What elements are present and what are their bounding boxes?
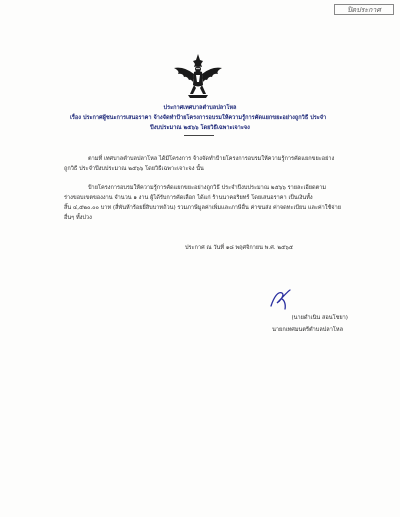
- body-paragraph-line: ตามที่ เทศบาลตำบลปลาโหล ได้มีโครงการ จ้างจัดทำป้ายโครงการอบรมให้ความรู้การคัดแยกขยะอย่าง: [88, 156, 335, 162]
- organization-title: ประกาศเทศบาลตำบลปลาโหล: [163, 105, 237, 111]
- signer-name: (นายดำเนิน สอนโชยา): [291, 315, 348, 321]
- body-paragraph-line: ป้ายโครงการอบรมให้ความรู้การคัดแยกขยะอย่างถูกวิธี ประจำปีงบประมาณ ๒๕๖๖ รายละเอียดตาม: [88, 185, 327, 191]
- body-paragraph-line: สิ้น ๔,๕๒๐.๐๐ บาท (สี่พันห้าร้อยยี่สิบบาทถ้วน) รวมภาษีมูลค่าเพิ่มและภาษีอื่น ค่าขนส่ง ค่าจดทะเบียน และค่าใช้จ่าย: [64, 205, 341, 211]
- body-paragraph-line: ถูกวิธี ประจำปีงบประมาณ ๒๕๖๖ โดยวิธีเฉพาะเจาะจง นั้น: [64, 166, 204, 172]
- body-paragraph-line: ร่างขอบเขตของงาน จำนวน ๑ งาน ผู้ได้รับการคัดเลือก ได้แก่ ร้านนาคอริยทร์ โดยเสนอราคา เป็นเงินทั้ง: [64, 195, 313, 201]
- subject-line-1: เรื่อง ประกาศผู้ชนะการเสนอราคา จ้างจัดทำป้ายโครงการอบรมให้ความรู้การคัดแยกขยะอย่างถูกวิธี ประจำ: [70, 115, 327, 121]
- body-paragraph-line: อื่นๆ ทั้งปวง: [64, 215, 92, 221]
- corner-stamp-note: ปิดประกาศ: [334, 4, 394, 15]
- announcement-date: ประกาศ ณ วันที่ ๑๘ พฤศจิกายน พ.ศ. ๒๕๖๕: [185, 245, 294, 251]
- garuda-emblem-icon: [170, 52, 226, 102]
- handwritten-signature: [268, 287, 294, 311]
- title-divider: [184, 135, 214, 136]
- subject-line-2: ปีงบประมาณ ๒๕๖๖ โดยวิธีเฉพาะเจาะจง: [150, 125, 250, 131]
- signer-title: นายกเทศมนตรีตำบลปลาโหล: [272, 327, 343, 333]
